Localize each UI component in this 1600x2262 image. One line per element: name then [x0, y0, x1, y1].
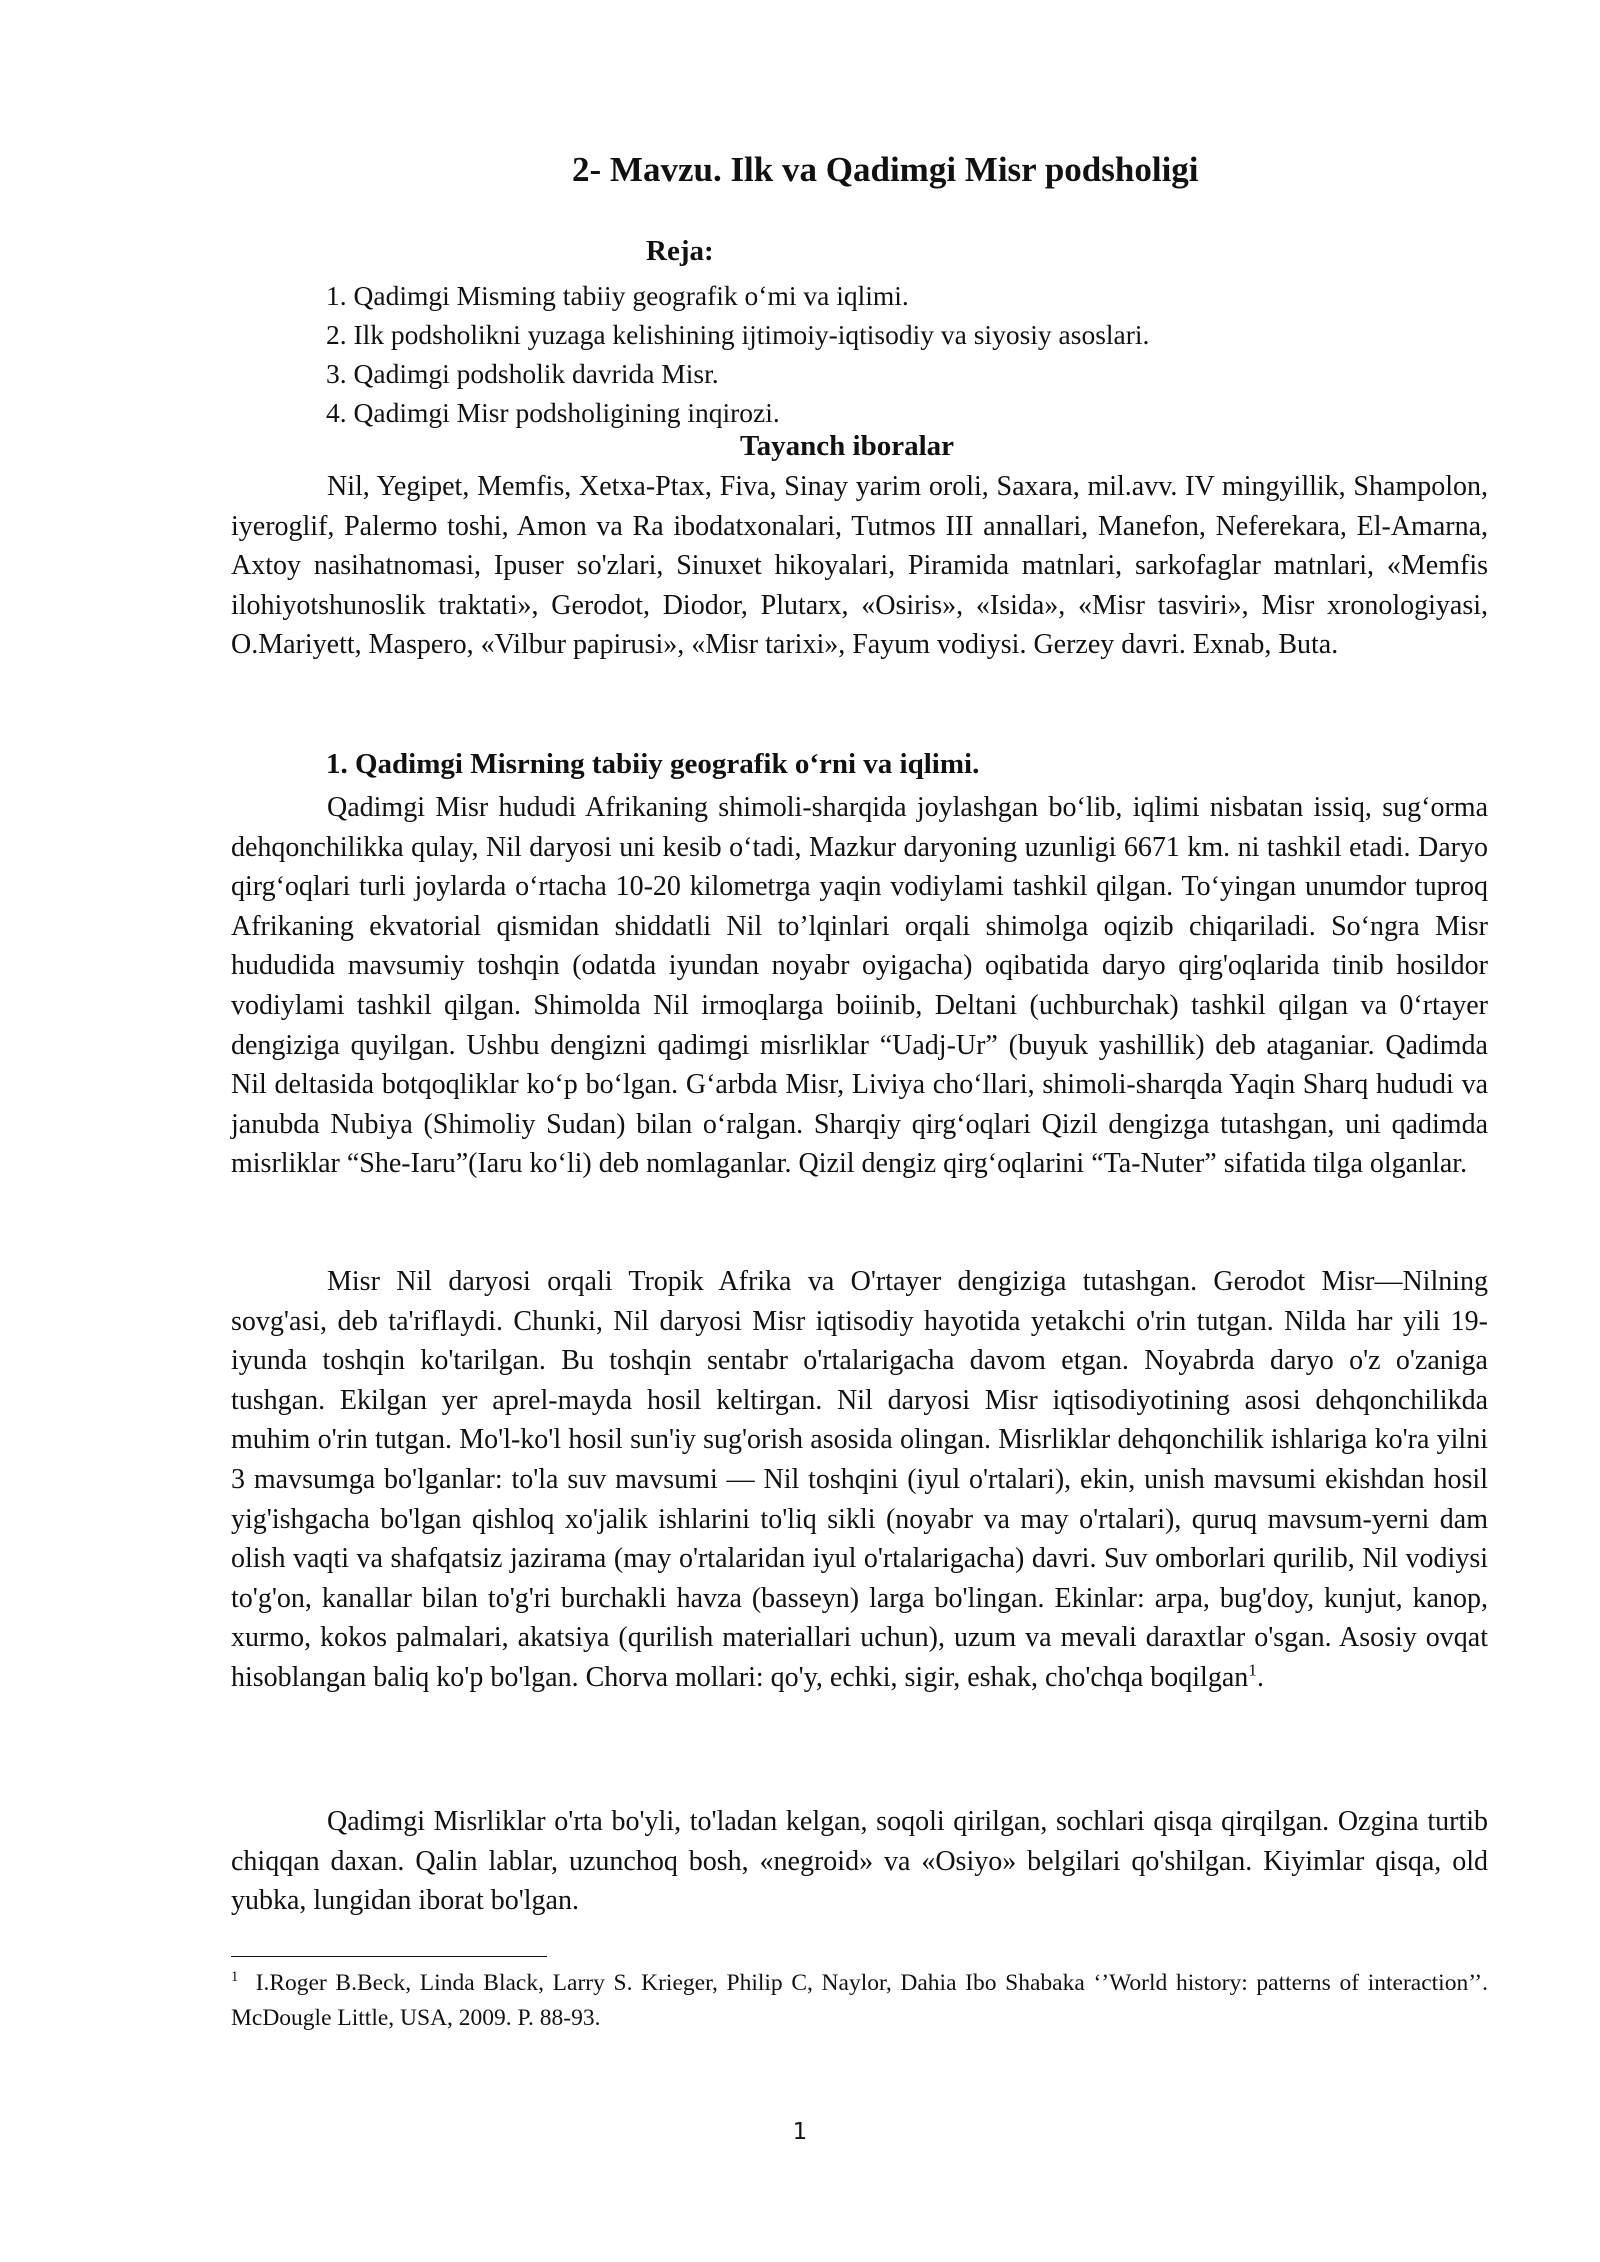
plan-item: 3. Qadimgi podsholik davrida Misr.: [326, 358, 719, 389]
section-heading: 1. Qadimgi Misrning tabiiy geografik o‘rni va iqlimi.: [326, 748, 980, 780]
plan-list: [326, 276, 1426, 432]
footnote-reference[interactable]: 1: [1248, 1660, 1257, 1680]
page-number: 1: [792, 2119, 808, 2145]
plan-item: 1. Qadimgi Misming tabiiy geografik o‘mi va iqlimi.: [326, 280, 909, 311]
plan-item: 2. Ilk podsholikni yuzaga kelishining ijtimoiy-iqtisodiy va siyosiy asoslari.: [326, 319, 1150, 350]
page-title: 2- Mavzu. Ilk va Qadimgi Misr podsholigi: [572, 150, 1199, 189]
keywords-paragraph: Nil, Yegipet, Memfis, Xetxa-Ptax, Fiva, Sinay yarim oroli, Saxara, mil.avv. IV mingyillik, Shampolon, iyeroglif, Palermo toshi, Amon va Ra ibodatxonalari, Tutmos III annallari, Manefon, Neferekara, El-Amarna, Axtoy nasihatnomasi, Ipuser so'zlari, Sinuxet hikoyalari, Piramida matnlari, sarkofaglar matnlari, «Memfis ilohiyotshunoslik traktati», Gerodot, Diodor, Plutarx, «Osiris», «Isida», «Misr tasviri», Misr xronologiyasi, O.Mariyett, Maspero, «Vilbur papirusi», «Misr tarixi», Fayum vodiysi. Gerzey davri. Exnab, Buta.: [231, 471, 1488, 661]
body-paragraph: Misr Nil daryosi orqali Tropik Afrika va O'rtayer dengiziga tutashgan. Gerodot Misr—Nilning sovg'asi, deb ta'riflaydi. Chunki, Nil daryosi Misr iqtisodiy hayotida yetakchi o'rin tutgan. Nilda har yili 19-iyunda toshqin ko'tarilgan. Bu toshqin sentabr o'rtalarigacha davom etgan. Noyabrda daryo o'z o'zaniga tushgan. Ekilgan yer aprel-mayda hosil keltirgan. Nil daryosi Misr iqtisodiyotining asosi dehqonchilikda muhim o'rin tutgan. Mo'l-ko'l hosil sun'iy sug'orish asosida olingan. Misrliklar dehqonchilik ishlariga ko'ra yilni 3 mavsumga bo'lganlar: to'la suv mavsumi — Nil toshqini (iyul o'rtalari), ekin, unish mavsumi ekishdan hosil yig'ishgacha bo'lgan qishloq xo'jalik ishlarini to'liq sikli (noyabr va may o'rtalari), quruq mavsum-yerni dam olish vaqti va shafqatsiz jazirama (may o'rtalaridan iyul o'rtalarigacha) davri. Suv omborlari qurilib, Nil vodiysi to'g'on, kanallar bilan to'g'ri burchakli havza (basseyn) larga bo'lingan. Ekinlar: arpa, bug'doy, kunjut, kanop, xurmo, kokos palmalari, akatsiya (qurilish materiallari uchun), uzum va mevali daraxtlar o'sgan. Asosiy ovqat hisoblangan baliq ko'p bo'lgan. Chorva mollari: qo'y, echki, sigir, eshak, cho'chqa boqilgan$^1$.: [231, 1266, 1488, 1693]
footnote: [231, 1966, 1488, 2036]
body-paragraph-text: Misr Nil daryosi orqali Tropik Afrika va O'rtayer dengiziga tutashgan. Gerodot Misr—Nilning sovg'asi, deb ta'riflaydi. Chunki, Nil daryosi Misr iqtisodiy hayotida yetakchi o'rin tutgan. Nilda har yili 19-iyunda toshqin ko'tarilgan. Bu toshqin sentabr o'rtalarigacha davom etgan. Noyabrda daryo o'z o'zaniga tushgan. Ekilgan yer aprel-mayda hosil keltirgan. Nil daryosi Misr iqtisodiyotining asosi dehqonchilikda muhim o'rin tutgan. Mo'l-ko'l hosil sun'iy sug'orish asosida olingan. Misrliklar dehqonchilik ishlariga ko'ra yilni 3 mavsumga bo'lganlar: to'la suv mavsumi — Nil toshqini (iyul o'rtalari), ekin, unish mavsumi ekishdan hosil yig'ishgacha bo'lgan qishloq xo'jalik ishlarini to'liq sikli (noyabr va may o'rtalari), quruq mavsum-yerni dam olish vaqti va shafqatsiz jazirama (may o'rtalaridan iyul o'rtalarigacha) davri. Suv omborlari qurilib, Nil vodiysi to'g'on, kanallar bilan to'g'ri burchakli havza (basseyn) larga bo'lingan. Ekinlar: arpa, bug'doy, kunjut, kanop, xurmo, kokos palmalari, akatsiya (qurilish materiallari uchun), uzum va mevali daraxtlar o'sgan. Asosiy ovqat hisoblangan baliq ko'p bo'lgan. Chorva mollari: qo'y, echki, sigir, eshak, cho'chqa boqilgan: [231, 1266, 1488, 1693]
footnote-marker: 1: [231, 1969, 239, 1986]
plan-item: 4. Qadimgi Misr podsholigining inqirozi.: [326, 397, 780, 428]
keywords-heading: Tayanch iboralar: [740, 430, 955, 462]
footnote-text: I.Roger B.Beck, Linda Black, Larry S. Krieger, Philip C, Naylor, Dahia Ibo Shabaka ‘’World history: patterns of interaction’’. McDougle Little, USA, 2009. P. 88-93.: [231, 1970, 1488, 2031]
body-paragraph: Qadimgi Misrliklar o'rta bo'yli, to'ladan kelgan, soqoli qirilgan, sochlari qisqa qirqilgan. Ozgina turtib chiqqan daxan. Qalin lablar, uzunchoq bosh, «negroid» va «Osiyo» belgilari qo'shilgan. Kiyimlar qisqa, old yubka, lungidan iborat bo'lgan.: [231, 1806, 1488, 1917]
body-paragraph: Qadimgi Misr hududi Afrikaning shimoli-sharqida joylashgan bo‘lib, iqlimi nisbatan issiq, sug‘orma dehqonchilikka qulay, Nil daryosi uni kesib o‘tadi, Mazkur daryoning uzunligi 6671 km. ni tashkil etadi. Daryo qirg‘oqlari turli joylarda o‘rtacha 10-20 kilometrga yaqin vodiylami tashkil qilgan. To‘yingan unumdor tuproq Afrikaning ekvatorial qismidan shiddatli Nil to’lqinlari orqali shimolga oqizib chiqariladi. So‘ngra Misr hududida mavsumiy toshqin (odatda iyundan noyabr oyigacha) oqibatida daryo qirg'oqlarida tinib hosildor vodiylami tashkil qilgan. Shimolda Nil irmoqlarga boiinib, Deltani (uchburchak) tashkil qilgan va 0‘rtayer dengiziga quyilgan. Ushbu dengizni qadimgi misrliklar “Uadj-Ur” (buyuk yashillik) deb ataganiar. Qadimda Nil deltasida botqoqliklar ko‘p bo‘lgan. G‘arbda Misr, Liviya cho‘llari, shimoli-sharqda Yaqin Sharq hududi va janubda Nubiya (Shimoliy Sudan) bilan o‘ralgan. Sharqiy qirg‘oqlari Qizil dengizga tutashgan, uni qadimda misrliklar “She-Iaru”(Iaru ko‘li) deb nomlaganlar. Qizil dengiz qirg‘oqlarini “Ta-Nuter” sifatida tilga olganlar.: [231, 792, 1488, 1180]
plan-heading: Reja:: [646, 235, 714, 267]
footnote-separator: [231, 1956, 547, 1957]
